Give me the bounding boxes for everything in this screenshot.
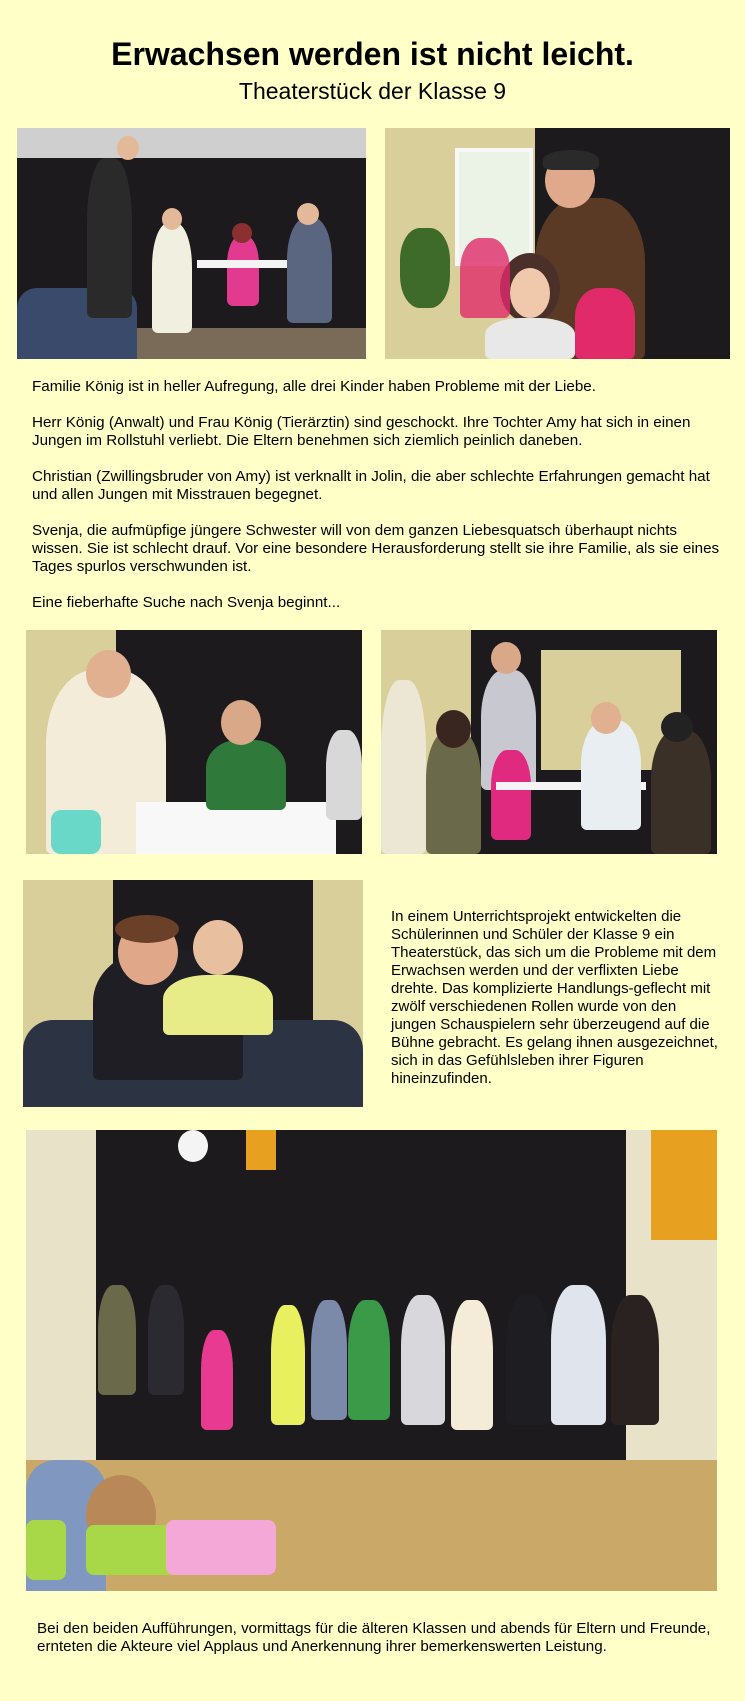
scene-office-photo — [381, 630, 717, 854]
scene-table-photo — [17, 128, 366, 359]
curtain-call-photo — [26, 1130, 717, 1591]
project-paragraph: In einem Unterrichtsprojekt entwickelten die Schülerinnen und Schüler der Klasse 9 ein Theaterstück, das sich um die Probleme mit dem Erwachsen werden und der verflixten Liebe drehte. Das komplizierte Handlungs-geflecht mit zwölf verschiedenen Rollen wurde von den jungen Schauspielern sehr überzeugend auf die Bühne gebracht. Es gelang ihnen ausgezeichnet, sich in das Gefühlsleben ihrer Figuren hineinzufinden. — [391, 908, 718, 1087]
intro-paragraph: Svenja, die aufmüpfige jüngere Schwester will von dem ganzen Liebesquatsch überhaupt nichts wissen. Sie ist schlecht drauf. Vor eine besondere Herausforderung stellt sie ihre Familie, als sie eines Tages spurlos verschwunden ist. — [32, 522, 720, 575]
scene-sofa-photo — [23, 880, 363, 1107]
intro-paragraph: Herr König (Anwalt) und Frau König (Tierärztin) sind geschockt. Ihre Tochter Amy hat sich in einen Jungen im Rollstuhl verliebt. Die Eltern benehmen sich ziemlich peinlich daneben. — [32, 414, 691, 449]
intro-paragraph: Familie König ist in heller Aufregung, alle drei Kinder haben Probleme mit der Liebe. — [32, 378, 596, 395]
intro-paragraph: Christian (Zwillingsbruder von Amy) ist verknallt in Jolin, die aber schlechte Erfahrungen gemacht hat und allen Jungen mit Misstrauen begegnet. — [32, 468, 710, 503]
intro-paragraph: Eine fieberhafte Suche nach Svenja beginnt... — [32, 594, 341, 611]
scene-coffee-photo — [26, 630, 362, 854]
scene-actor-cap-photo — [385, 128, 730, 359]
page-subtitle: Theaterstück der Klasse 9 — [238, 78, 507, 104]
page-title: Erwachsen werden ist nicht leicht. — [111, 36, 634, 72]
closing-paragraph: Bei den beiden Aufführungen, vormittags für die älteren Klassen und abends für Eltern und Freunde, ernteten die Akteure viel Applaus und Anerkennung ihrer bemerkenswerten Leistung. — [37, 1620, 711, 1655]
